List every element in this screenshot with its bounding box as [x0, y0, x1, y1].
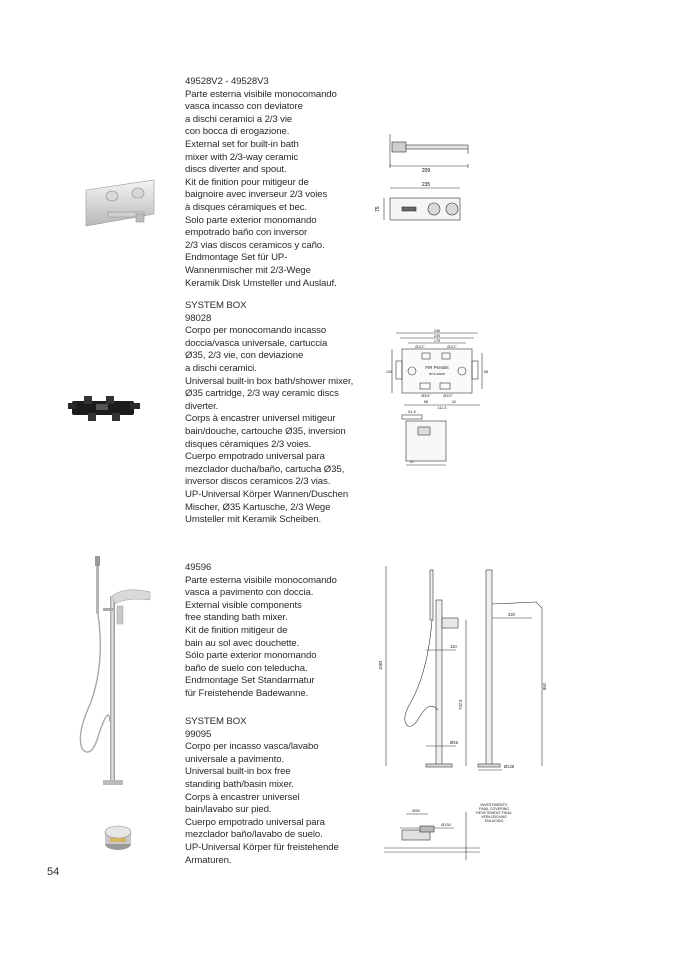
dim-98028-1: 239: [433, 334, 441, 338]
text-line: free standing bath mixer.: [185, 612, 288, 624]
text-line: discs diverter and spout.: [185, 164, 287, 176]
dim-98028-7: Ø3/4": [421, 394, 431, 398]
dim-plate-height: 75: [375, 206, 381, 212]
dim-98028-8: Ø1/2": [443, 394, 453, 398]
text-line: empotrado baño con inversor: [185, 227, 308, 239]
text-line: a dischi ceramici.: [185, 362, 257, 374]
product-block-98028: [185, 300, 385, 527]
text-line: Sólo parte exterior monomando: [185, 650, 317, 662]
text-line: con bocca di erogazione.: [185, 126, 290, 138]
product-block-49596: [185, 562, 385, 701]
covering-line-1: FINAL COVERING: [478, 807, 510, 811]
text-line: à disques céramiques et bec.: [185, 201, 307, 213]
text-line: 2/3 vias discos ceramicos y caño.: [185, 239, 325, 251]
text-line: vasca a pavimento con doccia.: [185, 587, 314, 599]
dim-98028-2: 176: [433, 339, 441, 343]
text-line: diverter.: [185, 400, 219, 412]
text-line: disques céramiques 2/3 voies.: [185, 438, 312, 450]
covering-line-3: VERKLEIDUNG: [481, 815, 507, 819]
text-line: doccia/vasca universale, cartuccia: [185, 337, 328, 349]
text-line: Corpo per monocomando incasso: [185, 325, 327, 337]
text-line: Endmontage Set Standarmatur: [185, 675, 315, 687]
text-line: standing bath/basin mixer.: [185, 778, 294, 790]
covering-line-0: INVESTIMENTO: [480, 803, 508, 807]
photo-49596-freestanding-mixer: [65, 552, 160, 792]
product-block-99095: [185, 716, 385, 867]
dim-spout-width: 209: [421, 168, 431, 174]
text-line: Corpo per incasso vasca/lavabo: [185, 741, 319, 753]
text-line: 49528V2 - 49528V3: [185, 76, 269, 87]
text-line: Corps à encastrer universel: [185, 791, 300, 803]
dim-98028-4: Ø1/2": [447, 345, 457, 349]
text-line: Parte esterna visibile monocomando: [185, 88, 337, 100]
text-line: SYSTEM BOX: [185, 716, 247, 727]
text-line: mixer with 2/3-way ceramic: [185, 151, 299, 163]
text-line: baño de suelo con teleducha.: [185, 662, 308, 674]
dim-49596-1: 110: [450, 644, 457, 649]
dim-98028-3: Ø1/2": [415, 345, 425, 349]
text-line: 98028: [185, 312, 212, 324]
text-line: Ø35, 2/3 vie, con deviazione: [185, 350, 304, 362]
dim-98028-5: 104: [385, 370, 393, 374]
dim-98028-13: 47: [409, 460, 415, 464]
text-line: SYSTEM BOX: [185, 300, 247, 311]
text-line: UP-Universal Körper für freistehende: [185, 841, 339, 853]
photo-99095-box: [100, 822, 136, 854]
dim-49596-2: 732.5: [458, 699, 463, 710]
text-line: Universal built-in box free: [185, 766, 291, 778]
product-block-49528: [185, 76, 385, 290]
dim-49596-5: 860: [542, 683, 547, 690]
text-line: mezclador baño/lavabo de suelo.: [185, 829, 323, 841]
text-line: Cuerpo empotrado universal para: [185, 816, 325, 828]
text-line: Kit de finition mitigeur de: [185, 624, 288, 636]
photo-98028-box: [66, 393, 146, 425]
text-line: mezclador ducha/baño, cartucha Ø35,: [185, 463, 345, 475]
covering-line-2: REVETEMENT FINAL: [476, 811, 512, 815]
text-line: Solo parte exterior monomando: [185, 214, 317, 226]
text-line: Kit de finition pour mitigeur de: [185, 176, 309, 188]
page-number: 54: [47, 866, 60, 878]
text-line: bain au sol avec douchette.: [185, 637, 300, 649]
text-line: Wannenmischer mit 2/3-Wege: [185, 264, 311, 276]
text-line: Corps à encastrer universel mitigeur: [185, 413, 336, 425]
text-line: UP-Universal Körper Wannen/Duschen: [185, 488, 349, 500]
dim-98028-10: 42: [451, 400, 457, 404]
dim-98028-9: 68: [423, 400, 429, 404]
text-line: Parte esterna visibile monocomando: [185, 574, 337, 586]
text-line: Mischer, Ø35 Kartusche, 2/3 Wege: [185, 501, 331, 513]
dim-99095-0: Ø90: [412, 808, 420, 813]
dim-49596-3: Ø45: [450, 740, 458, 745]
text-line: Universal built-in box bath/shower mixer,: [185, 375, 354, 387]
box-sublabel: BOX 98028: [429, 372, 445, 376]
text-line: Ø35 cartridge, 2/3 way ceramic discs: [185, 388, 339, 400]
text-line: Armaturen.: [185, 854, 232, 866]
dim-98028-6: 88: [483, 370, 489, 374]
text-line: a dischi ceramici a 2/3 vie: [185, 113, 293, 125]
text-line: bain/lavabo sur pied.: [185, 804, 272, 816]
text-line: für Freistehende Badewanne.: [185, 687, 309, 699]
dim-49596-4: 220: [508, 612, 515, 617]
text-line: Endmontage Set für UP-: [185, 252, 288, 264]
text-line: baignoire avec inverseur 2/3 voies: [185, 189, 328, 201]
text-line: universale a pavimento.: [185, 753, 285, 765]
drawing-49596: [366, 560, 558, 780]
dim-98028-12: 61.5: [408, 410, 416, 414]
text-line: vasca incasso con deviatore: [185, 101, 303, 113]
dim-plate-width: 235: [421, 182, 431, 188]
box-label: FIR Prestint: [425, 365, 449, 370]
text-line: External visible components: [185, 599, 302, 611]
text-line: 49596: [185, 562, 212, 573]
dim-49596-0: 1083: [378, 660, 383, 670]
text-line: Cuerpo empotrado universal para: [185, 451, 325, 463]
text-line: Keramik Disk Umsteller und Auslauf.: [185, 277, 337, 289]
text-line: External set for built-in bath: [185, 138, 299, 150]
text-line: inversor discos ceramicos 2/3 vias.: [185, 476, 331, 488]
covering-line-4: ENLUCIDO: [484, 819, 504, 823]
dim-99095-1: Ø130: [441, 822, 451, 827]
dim-98028-11: 111.5: [437, 406, 447, 410]
text-line: bain/douche, cartouche Ø35, inversion: [185, 425, 346, 437]
drawing-98028: [382, 327, 492, 467]
dim-98028-0: 246: [433, 329, 441, 333]
text-line: Umsteller mit Keramik Scheiben.: [185, 514, 322, 526]
photo-49528-mixer: [78, 174, 158, 234]
dim-49596-6: Ø128: [504, 764, 515, 769]
drawing-49528: [376, 126, 486, 242]
drawing-99095: [380, 800, 540, 864]
text-line: 99095: [185, 728, 212, 740]
